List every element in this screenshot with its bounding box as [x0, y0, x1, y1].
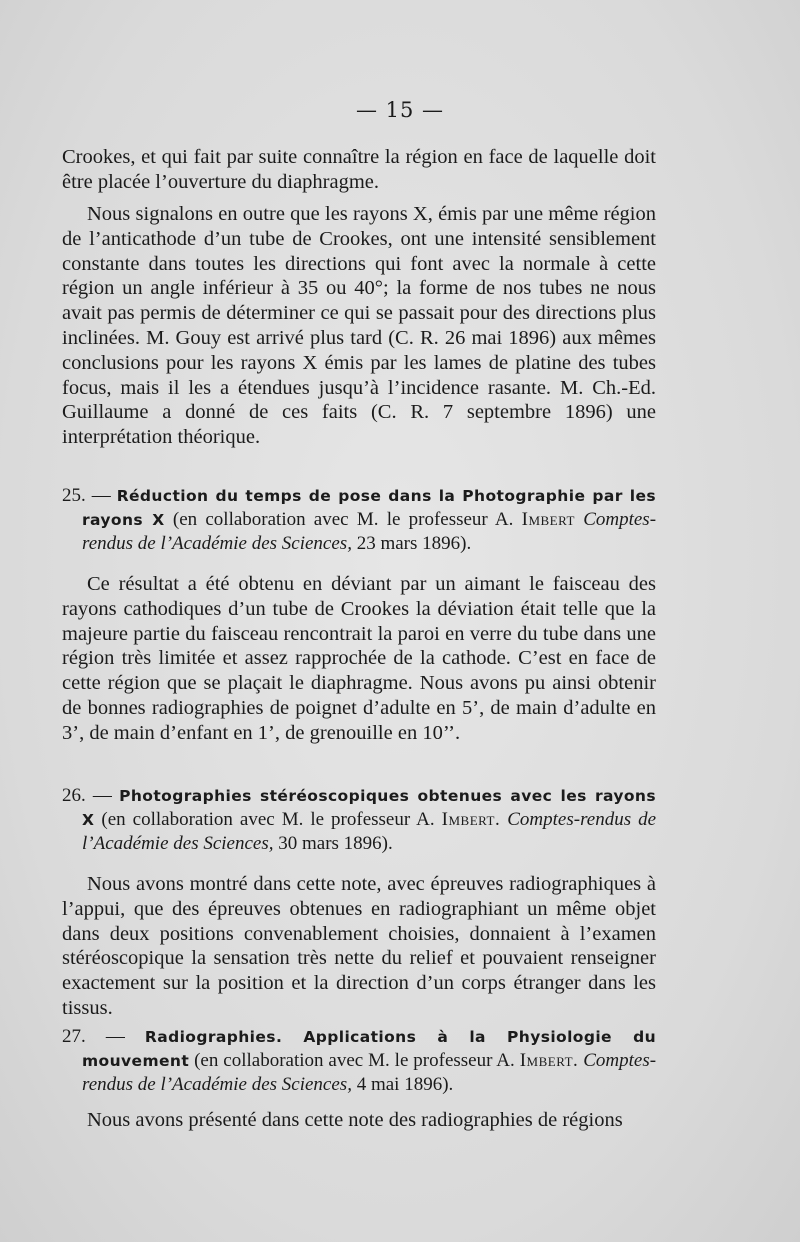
paragraph-text: Nous avons présenté dans cette note des radiographies de régions — [87, 1109, 623, 1131]
entry-author: Imbert. — [441, 809, 501, 830]
entry-collaboration: (en collaboration avec M. le professeur A. — [172, 509, 514, 530]
entry-author: Imbert — [521, 509, 575, 530]
paragraph-text: Nous signalons en outre que les rayons X, émis par une même région de l’anticathode d’un tube de Crookes, ont une intensité sensiblement constante dans toutes les directions qui font avec la normale à cette région un angle inférieur à 35 ou 40°; la forme de nos tubes ne nous avait pas permis de déterminer ce qui se passait pour des directions plus inclinées. M. Gouy est arrivé plus tard (C. R. 26 mai 1896) aux mêmes conclusions pour les rayons X émis par les lames de platine des tubes focus, mais il les a étendues jusqu’à l’incidence rasante. M. Ch.-Ed. Guillaume a donné de ces faits (C. R. 7 septembre 1896) une interprétation théorique. — [62, 203, 656, 449]
paragraph-radiographies — [62, 1108, 656, 1133]
entry-number: 27. — — [62, 1026, 125, 1047]
entry-title: Radiographies. Applications à la Physiologie du mouvement — [82, 1028, 657, 1070]
paragraph-text: Crookes, et qui fait par suite connaître la région en face de laquelle doit être placée l’ouverture du diaphragme. — [62, 146, 656, 193]
paragraph-text: Nous avons montré dans cette note, avec épreuves radiographiques à l’appui, que des épreuves obtenues en radiographiant un même objet dans deux positions convenablement choisies, donnaient à l’examen stéréoscopique la sensation très nette du relief et pouvaient renseigner exactement sur la position et la direction d’un corps étranger dans les tissus. — [62, 873, 656, 1019]
entry-number: 26. — — [62, 785, 112, 806]
paragraph-text: Ce résultat a été obtenu en déviant par un aimant le faisceau des rayons cathodiques d’un tube de Crookes la déviation était telle que la majeure partie du faisceau rencontrait la paroi en verre du tube dans une région très limitée et assez rapprochée de la cathode. C’est en face de cette région que se plaçait le diaphragme. Nous avons pu ainsi obtenir de bonnes radiographies de poignet d’adulte en 5’, de main d’adulte en 3’, de main d’enfant en 1’, de grenouille en 10’’. — [62, 573, 656, 744]
paragraph-rayons-intensity — [62, 202, 656, 450]
entry-reference: Comptes-rendus de l’Académie des Sciences, — [82, 809, 657, 854]
entry-26 — [62, 784, 656, 856]
entry-date: 23 mars 1896). — [356, 533, 472, 554]
entry-number: 25. — — [62, 485, 111, 506]
paragraph-reduction-result — [62, 572, 656, 746]
entry-collaboration: (en collaboration avec M. le professeur A. — [101, 809, 435, 830]
entry-title: Photographies stéréoscopiques obtenues avec les rayons X — [82, 787, 656, 829]
entry-date: 30 mars 1896). — [278, 833, 393, 854]
entry-25 — [62, 484, 656, 556]
entry-27 — [62, 1025, 656, 1097]
page-number: — 15 — — [355, 98, 445, 122]
entry-reference: Comptes-rendus de l’Académie des Sciences, — [82, 1050, 657, 1095]
paragraph-stereoscopic — [62, 872, 656, 1021]
entry-date: 4 mai 1896). — [356, 1074, 454, 1095]
entry-collaboration: (en collaboration avec M. le professeur A. — [194, 1050, 515, 1071]
entry-title: Réduction du temps de pose dans la Photographie par les rayons X — [82, 487, 657, 529]
entry-author: Imbert. — [519, 1050, 579, 1071]
paragraph-continuation — [62, 145, 656, 195]
entry-reference: Comptes-rendus de l’Académie des Sciences, — [82, 509, 657, 554]
